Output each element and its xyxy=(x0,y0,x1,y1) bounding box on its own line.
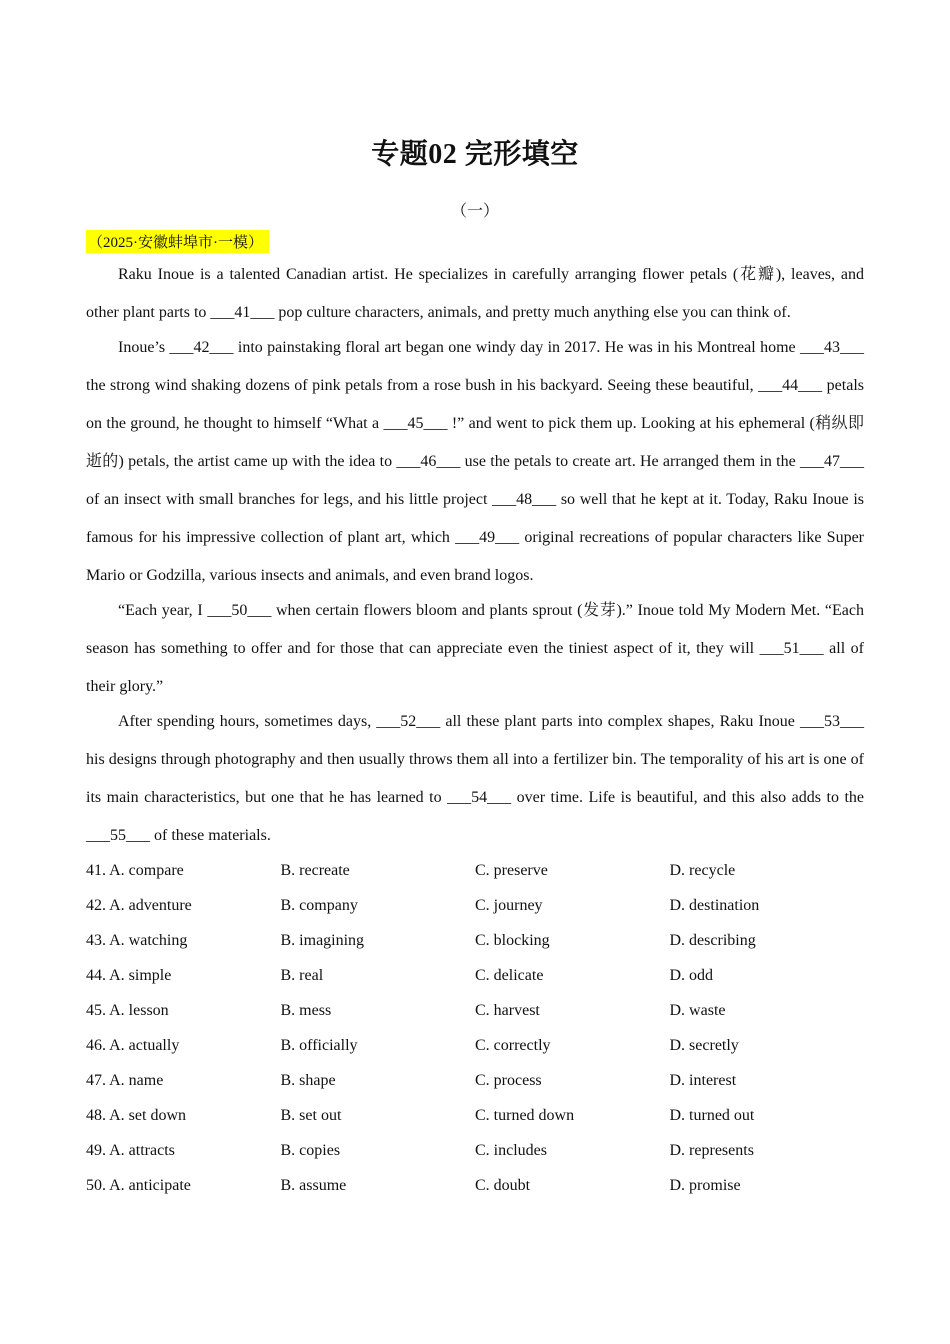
option: C. turned down xyxy=(475,1107,575,1124)
option: D. interest xyxy=(669,1072,737,1089)
option-row xyxy=(86,1168,864,1203)
paragraph: “Each year, I ___50___ when certain flowers bloom and plants sprout (发芽).” Inoue told My Modern Met. “Each season has something to offer and for those that can appreciate even the tiniest aspect of it, they will ___51___ all of their glory.” xyxy=(86,602,864,695)
option: 42. A. adventure xyxy=(86,897,192,914)
option-row xyxy=(86,1098,864,1133)
option: D. secretly xyxy=(669,1037,739,1054)
option: 49. A. attracts xyxy=(86,1142,175,1159)
option: D. promise xyxy=(669,1177,741,1194)
option: 50. A. anticipate xyxy=(86,1177,191,1194)
option-row xyxy=(86,1063,864,1098)
page-title: 专题02 完形填空 xyxy=(371,139,579,170)
section-number: （一） xyxy=(450,203,499,220)
option: 45. A. lesson xyxy=(86,1002,169,1019)
option-row xyxy=(86,958,864,993)
option: 41. A. compare xyxy=(86,862,184,879)
source-tag: （2025·安徽蚌埠市·一模） xyxy=(86,230,269,253)
option: C. process xyxy=(475,1072,542,1089)
option: D. odd xyxy=(669,967,714,984)
option: C. includes xyxy=(475,1142,547,1159)
option: B. shape xyxy=(280,1072,336,1089)
option: B. imagining xyxy=(280,932,365,949)
option-row xyxy=(86,853,864,888)
option: D. describing xyxy=(669,932,756,949)
option: D. waste xyxy=(669,1002,726,1019)
paragraph: Raku Inoue is a talented Canadian artist. He specializes in carefully arranging flower petals (花瓣), leaves, and other plant parts to ___41___ pop culture characters, animals, and pretty much anything else you can think of. xyxy=(86,266,864,321)
option: B. company xyxy=(280,897,358,914)
option: 43. A. watching xyxy=(86,932,188,949)
paragraph: Inoue’s ___42___ into painstaking floral art began one windy day in 2017. He was in his Montreal home ___43___ the strong wind shaking dozens of pink petals from a rose bush in his backyard. Seeing these beautiful, ___44___ petals on the ground, he thought to himself “What a ___45___ !” and went to pick them up. Looking at his ephemeral (稍纵即逝的) petals, the artist came up with the idea to ___46___ use the petals to create art. He arranged them in the ___47___ of an insect with small branches for legs, and his little project ___48___ so well that he kept at it. Today, Raku Inoue is famous for his impressive collection of plant art, which ___49___ original recreations of popular characters like Super Mario or Godzilla, various insects and animals, and even brand logos. xyxy=(86,339,864,584)
option: D. turned out xyxy=(669,1107,755,1124)
option: 46. A. actually xyxy=(86,1037,180,1054)
option: C. blocking xyxy=(475,932,550,949)
option-row xyxy=(86,993,864,1028)
option: C. doubt xyxy=(475,1177,531,1194)
option: 48. A. set down xyxy=(86,1107,186,1124)
option: B. assume xyxy=(280,1177,347,1194)
option: D. destination xyxy=(669,897,760,914)
paragraph: After spending hours, sometimes days, ___52___ all these plant parts into complex shapes, Raku Inoue ___53___ his designs through photography and then usually throws them all into a fertilizer bin. The temporality of his art is one of its main characteristics, but one that he has learned to ___54___ over time. Life is beautiful, and this also adds to the ___55___ of these materials. xyxy=(86,713,864,844)
option: B. recreate xyxy=(280,862,350,879)
option: B. set out xyxy=(280,1107,342,1124)
option: B. mess xyxy=(280,1002,332,1019)
option: C. correctly xyxy=(475,1037,551,1054)
option: B. copies xyxy=(280,1142,341,1159)
option: C. delicate xyxy=(475,967,544,984)
option-row xyxy=(86,1133,864,1168)
option: B. officially xyxy=(280,1037,358,1054)
option: D. recycle xyxy=(669,862,736,879)
option-row xyxy=(86,923,864,958)
option: C. harvest xyxy=(475,1002,540,1019)
answer-options xyxy=(86,853,864,1203)
option: 44. A. simple xyxy=(86,967,172,984)
option: B. real xyxy=(280,967,324,984)
option-row xyxy=(86,1028,864,1063)
option: 47. A. name xyxy=(86,1072,164,1089)
option: C. journey xyxy=(475,897,543,914)
option: C. preserve xyxy=(475,862,548,879)
option-row xyxy=(86,888,864,923)
passage xyxy=(86,256,864,852)
option: D. represents xyxy=(669,1142,754,1159)
